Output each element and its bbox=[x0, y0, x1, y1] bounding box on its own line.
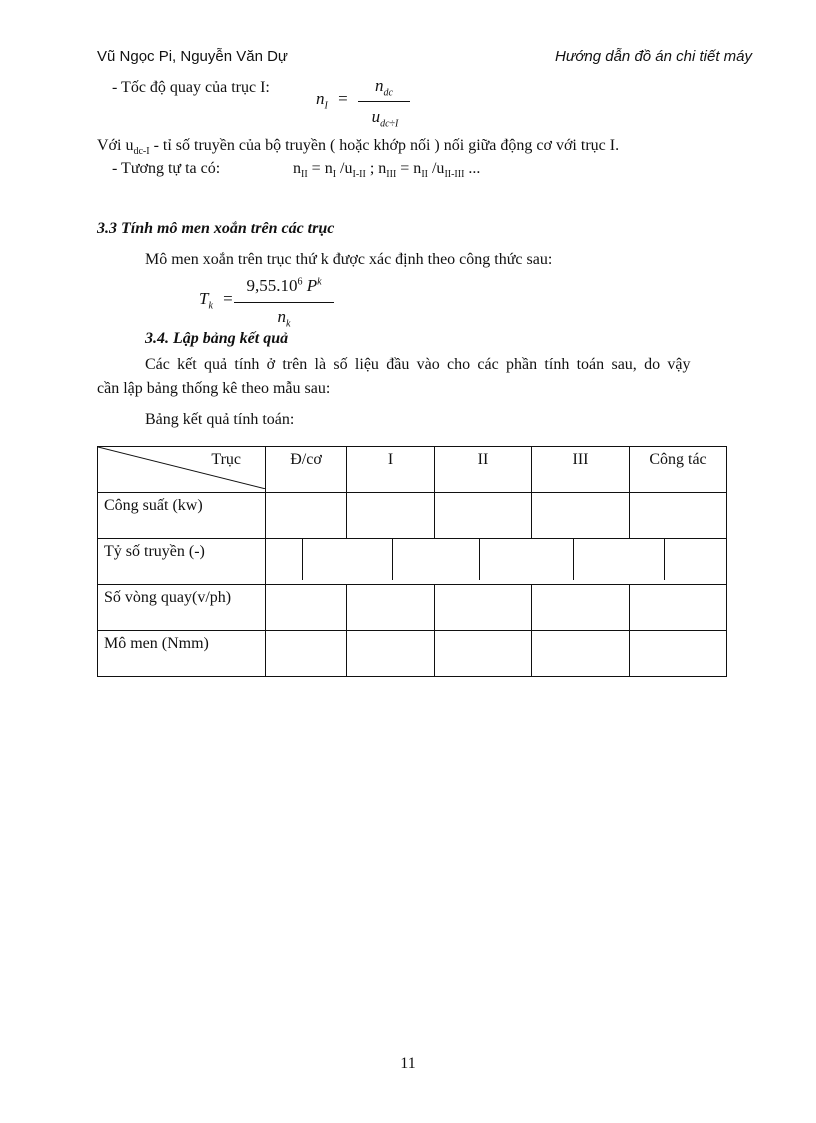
table-cell bbox=[630, 585, 727, 631]
column-header-i: I bbox=[347, 447, 435, 493]
section-3-4-heading: 3.4. Lập bảng kết quả bbox=[145, 330, 289, 347]
table-cell bbox=[532, 631, 630, 677]
row-label-mo-men: Mô men (Nmm) bbox=[98, 631, 266, 677]
section-3-3-text: Mô men xoắn trên trục thứ k được xác định theo công thức sau: bbox=[145, 251, 553, 268]
header-book-title: Hướng dẫn đồ án chi tiết máy bbox=[554, 48, 752, 65]
table-corner-cell bbox=[98, 447, 266, 493]
ratio-divider bbox=[479, 539, 480, 580]
row-label-ty-so-truyen: Tỷ số truyền (-) bbox=[98, 539, 266, 585]
ratio-divider bbox=[664, 539, 665, 580]
similar-formula: $n_{II} = n_I$ $/u_{I-II}$ ; $n_{III} = n_{II}$ $/u_{II-III}$ ... bbox=[293, 160, 481, 181]
speed-formula-lhs: $n_I$ = bbox=[316, 89, 348, 112]
table-cell bbox=[347, 585, 435, 631]
note-line: Với $u_{dc-I}$ - tỉ số truyền của bộ truyền ( hoặc khớp nối ) nối giữa động cơ với trục I. bbox=[97, 137, 620, 158]
similar-label: - Tương tự ta có: bbox=[112, 160, 221, 177]
table-row bbox=[98, 493, 727, 539]
table-row bbox=[98, 585, 727, 631]
speed-label: - Tốc độ quay của trục I: bbox=[112, 79, 270, 96]
page-number: 11 bbox=[400, 1055, 416, 1072]
ratio-offset-grid bbox=[266, 539, 726, 580]
row-label-cong-suat: Công suất (kw) bbox=[98, 493, 266, 539]
table-cell bbox=[435, 493, 532, 539]
header-authors: Vũ Ngọc Pi, Nguyễn Văn Dự bbox=[97, 48, 288, 65]
ratio-divider bbox=[302, 539, 303, 580]
table-cell bbox=[266, 493, 347, 539]
table-cell bbox=[532, 493, 630, 539]
table-cell bbox=[266, 631, 347, 677]
ratio-divider bbox=[392, 539, 393, 580]
torque-formula-lhs: $T_k$ = bbox=[199, 289, 233, 312]
table-caption: Bảng kết quả tính toán: bbox=[145, 411, 295, 428]
table-cell bbox=[630, 631, 727, 677]
column-header-cong-tac: Công tác bbox=[630, 447, 727, 493]
speed-formula-numerator: $n_{dc}$ bbox=[375, 76, 393, 99]
column-header-iii: III bbox=[532, 447, 630, 493]
table-header-row bbox=[98, 447, 727, 493]
column-header-dco: Đ/cơ bbox=[266, 447, 347, 493]
table-cell bbox=[435, 631, 532, 677]
torque-fraction-line bbox=[234, 302, 334, 303]
table-cell bbox=[347, 493, 435, 539]
ratio-cells bbox=[266, 539, 727, 585]
torque-formula-denominator: $n_k$ bbox=[277, 307, 291, 330]
section-3-4-para-line2: cần lập bảng thống kê theo mẫu sau: bbox=[97, 380, 331, 397]
table-row bbox=[98, 539, 727, 585]
table-cell bbox=[630, 493, 727, 539]
result-table bbox=[97, 446, 727, 677]
speed-fraction-line bbox=[358, 101, 410, 102]
table-cell bbox=[347, 631, 435, 677]
torque-formula-numerator: 9,55.10$^6$ $P^k$ bbox=[246, 276, 322, 295]
table-cell bbox=[532, 585, 630, 631]
section-3-3-heading: 3.3 Tính mô men xoắn trên các trục bbox=[97, 220, 335, 237]
corner-label: Trục bbox=[211, 451, 241, 468]
row-label-so-vong-quay: Số vòng quay(v/ph) bbox=[98, 585, 266, 631]
table-row bbox=[98, 631, 727, 677]
table-cell bbox=[266, 585, 347, 631]
section-3-4-para-line1: Các kết quả tính ở trên là số liệu đầu vào cho các phần tính toán sau, do vậy bbox=[145, 356, 691, 373]
speed-formula-denominator: $u_{dc\div I}$ bbox=[371, 107, 399, 130]
ratio-divider bbox=[573, 539, 574, 580]
table-cell bbox=[435, 585, 532, 631]
column-header-ii: II bbox=[435, 447, 532, 493]
